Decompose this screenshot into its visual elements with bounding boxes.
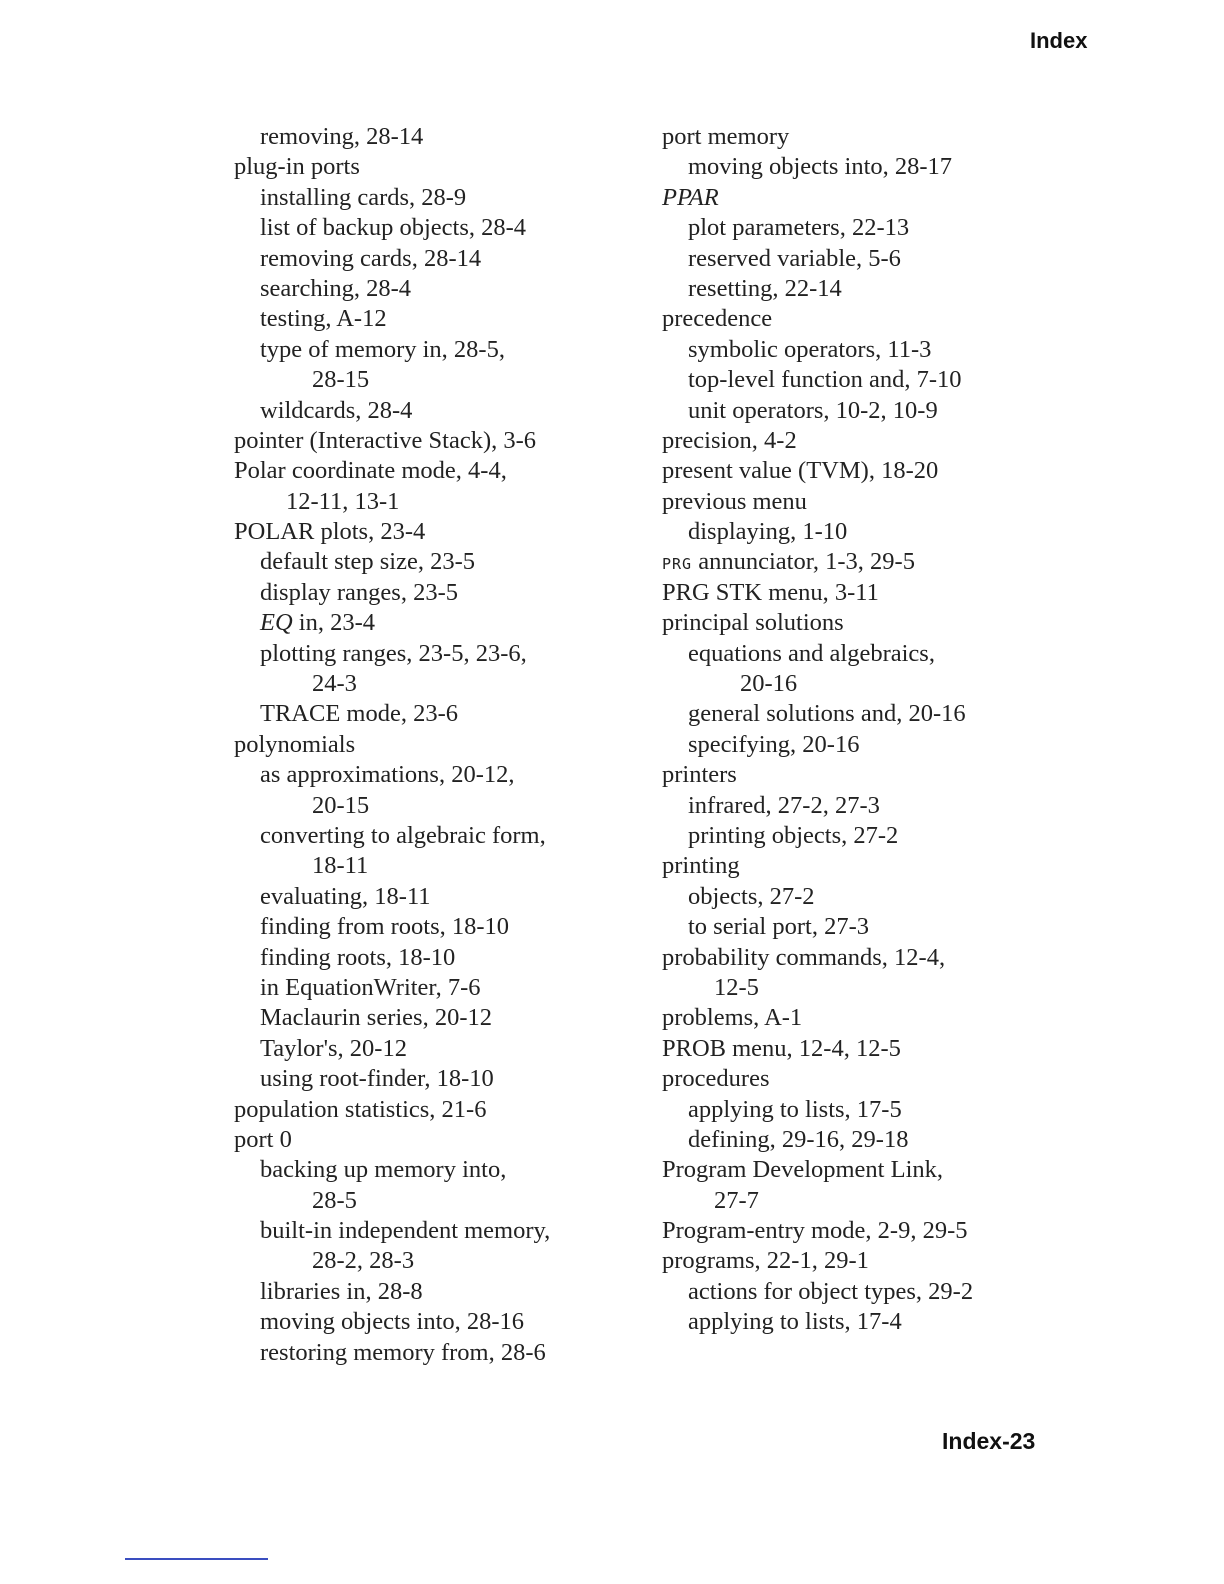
index-entry xyxy=(234,487,674,517)
index-entry-italic: EQ xyxy=(260,609,293,637)
index-entry-text: moving objects into, 28-16 xyxy=(260,1308,525,1336)
index-entry-text: 20-16 xyxy=(740,670,798,698)
index-entry-text: principal solutions xyxy=(662,609,844,637)
index-entry-text: finding from roots, 18-10 xyxy=(260,913,510,941)
index-entry xyxy=(662,487,1102,517)
index-entry xyxy=(234,791,674,821)
index-entry xyxy=(662,1186,1102,1216)
index-entry-text: converting to algebraic form, xyxy=(260,821,546,849)
index-entry xyxy=(234,669,674,699)
index-entry-text: 18-11 xyxy=(312,852,369,880)
index-entry xyxy=(662,517,1102,547)
index-entry-text: testing, A-12 xyxy=(260,305,387,333)
index-entry xyxy=(234,943,674,973)
index-entry-text: procedures xyxy=(662,1065,770,1093)
index-entry xyxy=(662,396,1102,426)
index-entry-text: top-level function and, 7-10 xyxy=(688,366,962,394)
index-entry xyxy=(662,1216,1102,1246)
index-column-left xyxy=(234,122,674,1368)
index-entry-text: 28-15 xyxy=(312,366,370,394)
index-entry-text: using root-finder, 18-10 xyxy=(260,1065,494,1093)
index-entry xyxy=(662,1064,1102,1094)
index-entry xyxy=(662,1034,1102,1064)
index-entry-text: applying to lists, 17-4 xyxy=(688,1308,902,1336)
index-entry-text: applying to lists, 17-5 xyxy=(688,1095,902,1123)
index-entry xyxy=(662,669,1102,699)
index-entry xyxy=(234,1277,674,1307)
index-entry-text: actions for object types, 29-2 xyxy=(688,1277,974,1305)
index-entry-text: printers xyxy=(662,761,737,789)
index-entry-text: restoring memory from, 28-6 xyxy=(260,1338,546,1366)
index-entry-text: defining, 29-16, 29-18 xyxy=(688,1125,909,1153)
index-entry-text: in, 23-4 xyxy=(292,609,376,637)
index-entry xyxy=(234,578,674,608)
index-entry-text: Program-entry mode, 2-9, 29-5 xyxy=(662,1217,968,1245)
index-entry-text: libraries in, 28-8 xyxy=(260,1277,423,1305)
index-entry-text: equations and algebraics, xyxy=(688,639,935,667)
index-entry xyxy=(662,1246,1102,1276)
index-entry xyxy=(234,608,674,638)
index-entry-text: 27-7 xyxy=(714,1186,759,1214)
index-entry xyxy=(662,699,1102,729)
index-entry xyxy=(234,973,674,1003)
index-entry xyxy=(234,426,674,456)
index-entry xyxy=(234,1307,674,1337)
index-entry-text: installing cards, 28-9 xyxy=(260,183,467,211)
page-header-title: Index xyxy=(1030,28,1088,53)
index-entry-text: polynomials xyxy=(234,730,356,758)
index-entry xyxy=(662,912,1102,942)
index-entry xyxy=(662,882,1102,912)
index-entry-text: general solutions and, 20-16 xyxy=(688,700,966,728)
index-entry xyxy=(234,365,674,395)
index-entry-text: Polar coordinate mode, 4-4, xyxy=(234,457,507,485)
index-entry-text: as approximations, 20-12, xyxy=(260,761,515,789)
index-entry xyxy=(662,183,1102,213)
index-entry xyxy=(234,821,674,851)
index-entry-text: finding roots, 18-10 xyxy=(260,943,456,971)
index-entry xyxy=(662,639,1102,669)
index-entry xyxy=(662,365,1102,395)
index-entry-text: unit operators, 10-2, 10-9 xyxy=(688,396,938,424)
index-entry xyxy=(662,547,1102,577)
index-entry xyxy=(662,1125,1102,1155)
index-entry xyxy=(662,335,1102,365)
index-entry-text: printing xyxy=(662,852,740,880)
index-entry-italic: PPAR xyxy=(662,183,719,211)
index-entry-text: problems, A-1 xyxy=(662,1004,803,1032)
index-entry xyxy=(662,943,1102,973)
index-entry xyxy=(234,1034,674,1064)
index-entry xyxy=(662,851,1102,881)
index-entry xyxy=(234,730,674,760)
index-entry xyxy=(662,456,1102,486)
index-entry-text: reserved variable, 5-6 xyxy=(688,244,901,272)
index-entry xyxy=(234,699,674,729)
index-entry-text: resetting, 22-14 xyxy=(688,274,842,302)
index-entry-text: POLAR plots, 23-4 xyxy=(234,518,426,546)
index-entry xyxy=(662,1095,1102,1125)
index-entry-text: built-in independent memory, xyxy=(260,1217,551,1245)
index-entry-text: wildcards, 28-4 xyxy=(260,396,413,424)
index-entry xyxy=(234,1064,674,1094)
index-entry xyxy=(234,1338,674,1368)
index-entry xyxy=(234,274,674,304)
index-entry xyxy=(234,152,674,182)
index-entry-text: precedence xyxy=(662,305,773,333)
index-entry xyxy=(234,1186,674,1216)
index-entry xyxy=(234,304,674,334)
index-entry xyxy=(662,791,1102,821)
index-entry xyxy=(234,882,674,912)
index-entry xyxy=(234,213,674,243)
index-entry xyxy=(234,122,674,152)
index-entry-text: backing up memory into, xyxy=(260,1156,507,1184)
index-entry-text: plotting ranges, 23-5, 23-6, xyxy=(260,639,527,667)
index-entry-text: searching, 28-4 xyxy=(260,274,412,302)
index-entry xyxy=(662,304,1102,334)
index-entry xyxy=(662,730,1102,760)
index-entry-text: 24-3 xyxy=(312,670,357,698)
index-entry xyxy=(662,426,1102,456)
index-entry-text: plot parameters, 22-13 xyxy=(688,214,910,242)
index-entry-text: 28-5 xyxy=(312,1186,357,1214)
index-entry xyxy=(234,912,674,942)
index-entry xyxy=(234,1246,674,1276)
index-entry-text: list of backup objects, 28-4 xyxy=(260,214,527,242)
index-entry-text: in EquationWriter, 7-6 xyxy=(260,973,481,1001)
index-entry xyxy=(662,1155,1102,1185)
index-entry-text: 28-2, 28-3 xyxy=(312,1247,415,1275)
index-entry-text: symbolic operators, 11-3 xyxy=(688,335,932,363)
index-entry-text: 12-5 xyxy=(714,973,759,1001)
index-entry-text: pointer (Interactive Stack), 3-6 xyxy=(234,426,537,454)
index-entry-text: infrared, 27-2, 27-3 xyxy=(688,791,880,819)
index-entry-text: port 0 xyxy=(234,1125,292,1153)
index-entry xyxy=(234,335,674,365)
index-entry xyxy=(662,1277,1102,1307)
index-entry-text: Taylor's, 20-12 xyxy=(260,1034,407,1062)
prg-annunciator-glyph: PRG xyxy=(662,555,693,574)
index-entry xyxy=(234,1003,674,1033)
index-entry xyxy=(662,1307,1102,1337)
index-entry-text: removing, 28-14 xyxy=(260,123,424,150)
page-number: Index-23 xyxy=(942,1428,1036,1454)
index-entry xyxy=(234,396,674,426)
index-entry-text: default step size, 23-5 xyxy=(260,548,475,576)
index-entry xyxy=(234,639,674,669)
index-entry-text: evaluating, 18-11 xyxy=(260,882,431,910)
index-entry-text: port memory xyxy=(662,123,790,150)
index-entry xyxy=(234,547,674,577)
index-entry-text: 20-15 xyxy=(312,791,370,819)
index-entry xyxy=(662,578,1102,608)
index-entry xyxy=(662,760,1102,790)
index-entry xyxy=(662,608,1102,638)
index-entry xyxy=(234,851,674,881)
index-entry-text: removing cards, 28-14 xyxy=(260,244,482,272)
index-entry xyxy=(662,244,1102,274)
index-entry xyxy=(662,973,1102,1003)
index-entry-text: annunciator, 1-3, 29-5 xyxy=(692,548,915,576)
index-entry xyxy=(662,821,1102,851)
index-entry xyxy=(662,152,1102,182)
index-entry-text: precision, 4-2 xyxy=(662,426,797,454)
index-entry-text: to serial port, 27-3 xyxy=(688,913,869,941)
index-entry xyxy=(234,1216,674,1246)
index-entry-text: probability commands, 12-4, xyxy=(662,943,946,971)
index-entry-text: 12-11, 13-1 xyxy=(286,487,400,515)
index-entry xyxy=(234,1125,674,1155)
index-entry-text: Program Development Link, xyxy=(662,1156,944,1184)
index-entry-text: Maclaurin series, 20-12 xyxy=(260,1004,492,1032)
index-entry xyxy=(234,1155,674,1185)
index-entry-text: TRACE mode, 23-6 xyxy=(260,700,459,728)
index-entry-text: objects, 27-2 xyxy=(688,882,815,910)
index-entry-text: PRG STK menu, 3-11 xyxy=(662,578,879,606)
index-entry-text: PROB menu, 12-4, 12-5 xyxy=(662,1034,901,1062)
index-column-right xyxy=(662,122,1102,1338)
index-entry xyxy=(662,213,1102,243)
index-entry xyxy=(234,183,674,213)
index-entry-text: moving objects into, 28-17 xyxy=(688,153,953,181)
index-entry-text: previous menu xyxy=(662,487,807,515)
index-entry xyxy=(662,274,1102,304)
index-entry-text: population statistics, 21-6 xyxy=(234,1095,487,1123)
index-entry xyxy=(662,122,1102,152)
index-entry-text: present value (TVM), 18-20 xyxy=(662,457,939,485)
index-entry-text: printing objects, 27-2 xyxy=(688,821,899,849)
index-entry xyxy=(234,456,674,486)
index-entry xyxy=(234,760,674,790)
index-entry xyxy=(662,1003,1102,1033)
index-entry-text: programs, 22-1, 29-1 xyxy=(662,1247,869,1275)
index-entry xyxy=(234,244,674,274)
index-entry-text: plug-in ports xyxy=(234,153,360,181)
bottom-rule xyxy=(125,1558,268,1560)
index-entry-text: display ranges, 23-5 xyxy=(260,578,458,606)
index-entry xyxy=(234,1095,674,1125)
index-entry-text: type of memory in, 28-5, xyxy=(260,335,505,363)
index-entry-text: specifying, 20-16 xyxy=(688,730,860,758)
index-entry-text: displaying, 1-10 xyxy=(688,518,848,546)
index-entry xyxy=(234,517,674,547)
